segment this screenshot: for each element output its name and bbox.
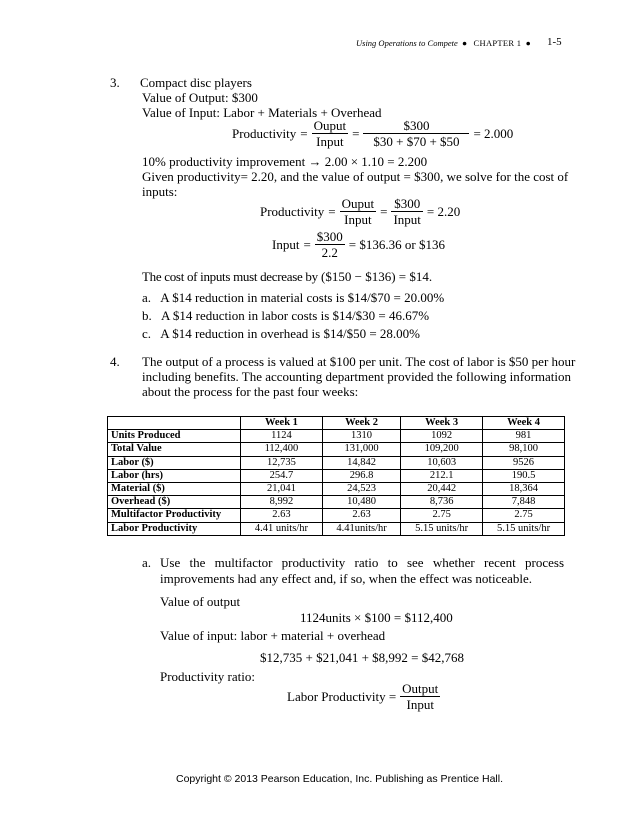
value-input-calc: $12,735 + $21,041 + $8,992 = $42,768 <box>260 650 464 665</box>
option-text: A $14 reduction in overhead is $14/$50 = 28.00% <box>160 326 420 341</box>
table-cell: 254.7 <box>241 469 323 482</box>
decrease-expression: ($150 − $136) = $14 <box>321 269 429 284</box>
chapter-label: CHAPTER 1 <box>473 38 522 48</box>
improvement-line: 10% productivity improvement → 2.00 × 1.10 = 2.200 <box>142 154 428 169</box>
table-cell: 1124 <box>241 430 323 443</box>
option-text: A $14 reduction in material costs is $14/$70 = 20.00% <box>160 290 445 305</box>
eq-lhs: Productivity <box>232 125 297 141</box>
option-letter: b. <box>142 308 152 323</box>
table-cell: 1310 <box>322 430 400 443</box>
table-row <box>108 509 565 522</box>
fraction <box>315 229 345 260</box>
table-cell: 190.5 <box>483 469 565 482</box>
input-equation: Input = $\frac{\$300}{2.2}$ = $136.36 or $136 <box>272 229 445 260</box>
value-output-label: Value of output <box>160 594 241 609</box>
numerator: Output <box>402 681 439 696</box>
problem-4-number: 4. <box>110 354 120 369</box>
table-cell: 8,736 <box>401 496 483 509</box>
text-line: improvements had any effect and, if so, when the effect was noticeable. <box>160 571 533 586</box>
eq-lhs: Input <box>272 236 300 252</box>
table-cell: 5.15 units/hr <box>483 522 565 535</box>
column-header: Week 3 <box>401 417 483 430</box>
option-text: A $14 reduction in labor costs is $14/$30 = 46.67% <box>161 308 430 323</box>
table-cell: 24,523 <box>322 482 400 495</box>
table-header-row <box>108 417 565 430</box>
table-cell: 212.1 <box>401 469 483 482</box>
table-cell: 112,400 <box>241 443 323 456</box>
copyright-footer: Copyright © 2013 Pearson Education, Inc. Publishing as Prentice Hall. <box>176 773 504 785</box>
table-cell: 2.75 <box>483 509 565 522</box>
table-row <box>108 496 565 509</box>
eq-result: = 2.000 <box>473 125 514 141</box>
numerator: Ouput <box>313 118 347 133</box>
given-line: Given productivity= 2.20, and the value of output = $300, we solve for the cost of <box>142 169 569 184</box>
denominator: $30 + $70 + $50 <box>373 134 460 149</box>
running-title: Using Operations to Compete <box>356 38 458 48</box>
decrease-line <box>142 269 432 285</box>
table-cell: 9526 <box>483 456 565 469</box>
table-cell: 10,480 <box>322 496 400 509</box>
row-header: Material ($) <box>108 482 241 495</box>
row-header: Labor (hrs) <box>108 469 241 482</box>
table-row <box>108 456 565 469</box>
table-cell: 109,200 <box>401 443 483 456</box>
weekly-data-table <box>107 416 565 536</box>
running-header <box>356 38 531 48</box>
denominator: Input <box>406 697 434 712</box>
table-cell: 296.8 <box>322 469 400 482</box>
table-row <box>108 430 565 443</box>
option-letter: a. <box>142 290 152 305</box>
column-header: Week 1 <box>241 417 323 430</box>
table-row <box>108 443 565 456</box>
table-cell: 2.63 <box>241 509 323 522</box>
productivity-equation-1: Productivity = $\frac{\text{Ouput}}{\text{Input}}$ = $\frac{\$300}{\$30 + \$70 + \$50}$ = 2.000 <box>232 118 514 149</box>
table-cell: 2.63 <box>322 509 400 522</box>
productivity-equation-2: Productivity = $\frac{\text{Ouput}}{\text{Input}}$ = $\frac{\$300}{\text{Input}}$ = 2.20 <box>260 196 461 227</box>
productivity-ratio-label: Productivity ratio: <box>160 669 255 684</box>
table-cell: 18,364 <box>483 482 565 495</box>
text-line: Use the multifactor productivity ratio to see whether recent process <box>160 555 564 570</box>
table-row <box>108 522 565 535</box>
table-cell: 5.15 units/hr <box>401 522 483 535</box>
row-header: Labor ($) <box>108 456 241 469</box>
option-c <box>142 326 420 342</box>
value-of-output: Value of Output: $300 <box>142 90 258 105</box>
eq-lhs: Productivity <box>260 203 325 219</box>
value-input-label: Value of input: labor + material + overhead <box>160 628 386 643</box>
table-cell: 8,992 <box>241 496 323 509</box>
text-line: about the process for the past four weeks: <box>142 384 359 399</box>
decrease-text: The cost of inputs must decrease by <box>142 269 318 284</box>
table-cell: 981 <box>483 430 565 443</box>
column-header <box>108 417 241 430</box>
part-a-letter: a. <box>142 555 152 570</box>
denominator: Input <box>316 134 344 149</box>
table-cell: 131,000 <box>322 443 400 456</box>
denominator: Input <box>393 212 421 227</box>
numerator: $300 <box>363 118 469 134</box>
numerator: $300 <box>316 229 343 244</box>
bullet-icon: ● <box>459 38 472 48</box>
table-cell: 21,041 <box>241 482 323 495</box>
text-line: The output of a process is valued at $100 per unit. The cost of labor is $50 per hour <box>142 354 576 369</box>
table-row <box>108 469 565 482</box>
table-cell: 7,848 <box>483 496 565 509</box>
column-header: Week 4 <box>483 417 565 430</box>
option-b <box>142 308 429 324</box>
page-number: 1-5 <box>547 36 562 48</box>
labor-productivity-equation <box>287 681 440 712</box>
table-cell: 1092 <box>401 430 483 443</box>
table-cell: 12,735 <box>241 456 323 469</box>
eq-result: = $136.36 or $136 <box>348 236 445 252</box>
problem-3-number: 3. <box>110 75 120 90</box>
table-cell: 20,442 <box>401 482 483 495</box>
inputs-line: inputs: <box>142 184 178 199</box>
numerator: $300 <box>391 196 422 212</box>
fraction <box>391 196 422 227</box>
eq-result: = 2.20 <box>426 203 461 219</box>
numerator: Ouput <box>341 196 375 211</box>
option-a <box>142 290 444 306</box>
row-header: Overhead ($) <box>108 496 241 509</box>
table-cell: 10,603 <box>401 456 483 469</box>
fraction <box>340 196 377 227</box>
value-output-calc: 1124units × $100 = $112,400 <box>300 610 453 625</box>
text-line: including benefits. The accounting department provided the following information <box>142 369 572 384</box>
bullet-icon: ● <box>523 38 531 48</box>
eq-lhs: Labor Productivity = <box>287 688 397 704</box>
option-letter: c. <box>142 326 152 341</box>
table-cell: 4.41units/hr <box>322 522 400 535</box>
decrease-end: . <box>428 269 433 284</box>
value-of-input: Value of Input: Labor + Materials + Overhead <box>142 105 382 120</box>
denominator: 2.2 <box>321 245 338 260</box>
part-a-text <box>160 555 564 587</box>
row-header: Labor Productivity <box>108 522 241 535</box>
row-header: Total Value <box>108 443 241 456</box>
column-header: Week 2 <box>322 417 400 430</box>
table-cell: 4.41 units/hr <box>241 522 323 535</box>
problem-4-text <box>142 354 575 399</box>
fraction <box>312 118 349 149</box>
fraction <box>400 681 440 712</box>
problem-3-title: Compact disc players <box>140 75 252 90</box>
table-cell: 14,842 <box>322 456 400 469</box>
table-row <box>108 482 565 495</box>
row-header: Multifactor Productivity <box>108 509 241 522</box>
table-cell: 2.75 <box>401 509 483 522</box>
fraction <box>363 118 469 149</box>
denominator: Input <box>344 212 372 227</box>
table-cell: 98,100 <box>483 443 565 456</box>
row-header: Units Produced <box>108 430 241 443</box>
